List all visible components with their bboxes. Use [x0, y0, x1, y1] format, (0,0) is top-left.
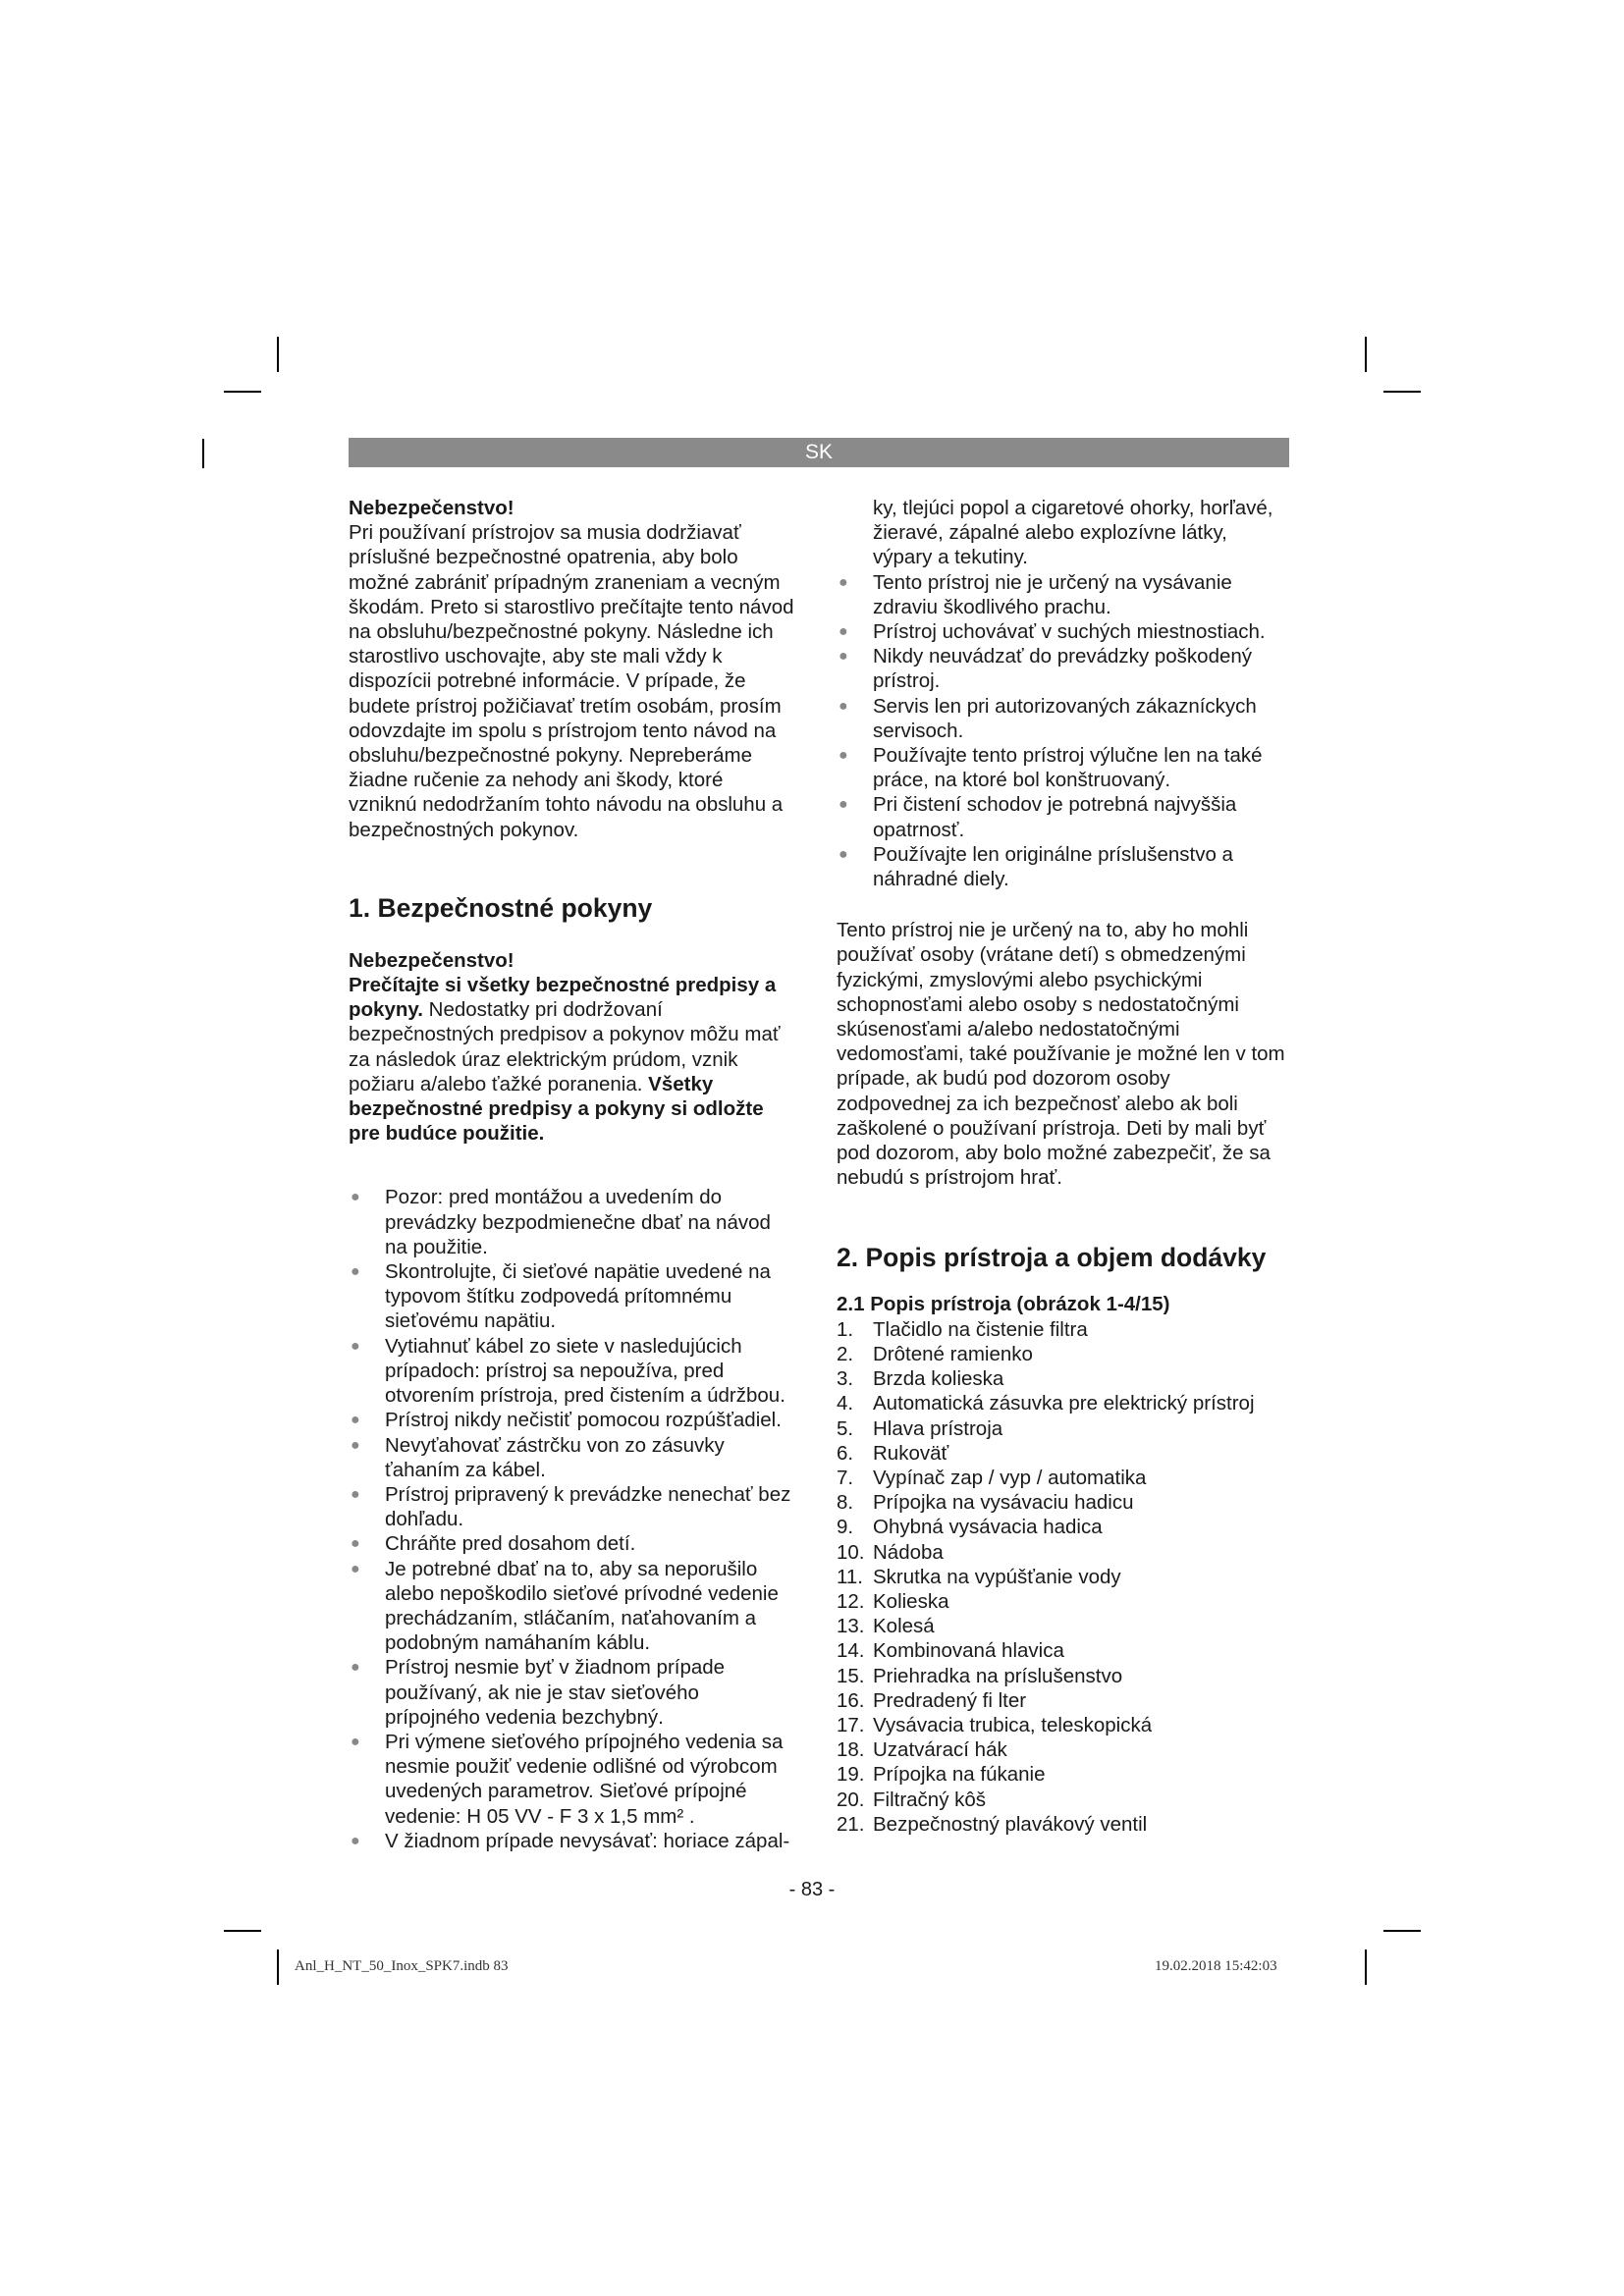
list-item: 6. Rukoväť — [837, 1441, 949, 1465]
list-item: 18. Uzatvárací hák — [837, 1738, 1007, 1762]
list-item: 4. Automatická zásuvka pre elektrický prístroj — [837, 1392, 1255, 1415]
list-item: ● Prístroj nesmie byť v žiadnom prípade používaný, ak nie je stav sieťového prípojného vedenia bezchybný. — [351, 1656, 726, 1729]
bullet-icon: ● — [839, 747, 848, 765]
safety-body: Nedostatky pri dodržovaní bezpečnostných predpisov a pokynov môžu mať za následok úraz elektrickým prúdom, vznik požiaru a/alebo ťažké poranenia. — [349, 998, 781, 1095]
list-item: ● V žiadnom prípade nevysávať: horiace zápal- — [351, 1829, 790, 1852]
safety-bold-lead: Prečítajte si všetky bezpečnostné predpisy a pokyny. — [349, 974, 777, 1022]
list-item: ● Používajte tento prístroj výlučne len na také práce, na ktoré bol konštruovaný. — [839, 744, 1263, 792]
list-item: 8. Prípojka na vysávaciu hadicu — [837, 1491, 1134, 1515]
list-item: ● Servis len pri autorizovaných zákazníckych servisoch. — [839, 694, 1257, 742]
list-item: ● Pri výmene sieťového prípojného vedenia sa nesmie použiť vedenie odlišné od výrobcom uvedených parametrov. Sieťové prípojné vedenie: H 05 VV - F 3 x 1,5 mm² . — [351, 1730, 784, 1828]
intro-paragraph: Pri používaní prístrojov sa musia dodržiavať príslušné bezpečnostné opatrenia, aby bolo možné zabrániť prípadným zraneniam a vecným škodám. Preto si starostlivo prečítajte tento návod na obsluhu/bezpečnostné pokyny. Následne ich starostlivo uschovajte, aby ste mali vždy k dispozícii potrebné informácie. V prípade, že budete prístroj požičiavať tretím osobám, prosím odovzdajte im spolu s prístrojom tento návod na obsluhu/bezpečnostné pokyny. Nepreberáme žiadne ručenie za nehody ani škody, ktoré vzniknú nedodržaním tohto návodu na obsluhu a bezpečnostných pokynov. — [349, 521, 794, 841]
language-label: SK — [804, 441, 833, 463]
section-1-title: 1. Bezpečnostné pokyny — [349, 892, 653, 923]
list-item: ● Prístroj nikdy nečistiť pomocou rozpúšťadiel. — [351, 1409, 782, 1432]
list-item: 21. Bezpečnostný plavákový ventil — [837, 1812, 1148, 1836]
bullet-icon: ● — [351, 1832, 360, 1849]
parts-list — [837, 1317, 1289, 1837]
danger-heading-2: Nebezpečenstvo! — [349, 948, 514, 972]
list-item: ● Skontrolujte, či sieťové napätie uvedené na typovom štítku zodpovedá prítomnému sieťovému napätiu. — [351, 1260, 771, 1333]
danger-heading: Nebezpečenstvo! — [349, 497, 514, 519]
list-item: 9. Ohybná vysávacia hadica — [837, 1516, 1103, 1539]
list-item: 20. Filtračný kôš — [837, 1788, 987, 1811]
crop-mark — [1365, 337, 1367, 372]
list-item: 13. Kolesá — [837, 1615, 935, 1638]
list-item: ● Pozor: pred montážou a uvedením do prevádzky bezpodmienečne dbať na návod na použitie. — [351, 1186, 771, 1258]
list-item: 7. Vypínač zap / vyp / automatika — [837, 1466, 1147, 1489]
right-bullet-list — [837, 570, 1289, 892]
safety-instructions-paragraph — [349, 973, 795, 1146]
list-item: ● Vytiahnuť kábel zo siete v nasledujúcich prípadoch: prístroj sa nepoužíva, pred otvorením prístroja, pred čistením a údržbou. — [351, 1334, 785, 1408]
language-header-bar — [349, 438, 1289, 467]
bullet-icon: ● — [351, 1535, 360, 1553]
bullet-icon: ● — [839, 845, 848, 863]
list-item: ● Chráňte pred dosahom detí. — [351, 1532, 636, 1556]
bullet-icon: ● — [351, 1189, 360, 1206]
list-item: ● Pri čistení schodov je potrebná najvyššia opatrnosť. — [839, 793, 1237, 841]
subsection-2-1-title: 2.1 Popis prístroja (obrázok 1-4/15) — [837, 1293, 1170, 1316]
crop-mark — [224, 391, 261, 393]
bullet-continuation: ky, tlejúci popol a cigaretové ohorky, horľavé, žieravé, zápalné alebo explozívne látky, výpary a tekutiny. — [873, 497, 1273, 569]
list-item: ● Prístroj uchovávať v suchých miestnostiach. — [839, 620, 1266, 644]
list-item: 15. Priehradka na príslušenstvo — [837, 1664, 1123, 1687]
list-item: ● Nikdy neuvádzať do prevádzky poškodený prístroj. — [839, 645, 1253, 693]
crop-mark — [277, 337, 279, 372]
bullet-icon: ● — [351, 1733, 360, 1750]
bullet-icon: ● — [351, 1659, 360, 1677]
crop-mark — [202, 439, 204, 468]
safety-bold-tail: Všetky bezpečnostné predpisy a pokyny si odložte pre budúce použitie. — [349, 1072, 764, 1146]
list-item: 14. Kombinovaná hlavica — [837, 1639, 1064, 1663]
list-item: 10. Nádoba — [837, 1540, 944, 1564]
list-item: 11. Skrutka na vypúšťanie vody — [837, 1565, 1121, 1588]
list-item: 1. Tlačidlo na čistenie filtra — [837, 1317, 1088, 1341]
children-usage-paragraph: Tento prístroj nie je určený na to, aby ho mohli používať osoby (vrátane detí) s obmedzenými fyzickými, zmyslovými alebo psychickými schopnosťami alebo osoby s nedostatočnými skúsenosťami a/alebo nedostatočnými vedomosťami, také používanie je možné len v tom prípade, ak budú pod dozorom osoby zodpovednej za ich bezpečnosť alebo ak boli zaškolené o používaní prístroja. Deti by mali byť pod dozorom, aby bolo možné zabezpečiť, že sa nebudú s prístrojom hrať. — [837, 919, 1285, 1190]
bullet-icon: ● — [839, 697, 848, 715]
bullet-icon: ● — [351, 1412, 360, 1429]
list-item: 3. Brzda kolieska — [837, 1367, 1004, 1391]
list-item: 12. Kolieska — [837, 1589, 949, 1613]
crop-mark — [1365, 1949, 1367, 1985]
bullet-icon: ● — [839, 573, 848, 591]
bullet-icon: ● — [839, 623, 848, 641]
bullet-icon: ● — [839, 796, 848, 814]
crop-mark — [277, 1949, 279, 1985]
bullet-icon: ● — [839, 648, 848, 666]
bullet-icon: ● — [351, 1436, 360, 1454]
section-2-title: 2. Popis prístroja a objem dodávky — [837, 1243, 1267, 1273]
list-item: ● Tento prístroj nie je určený na vysávanie zdraviu škodlivého prachu. — [839, 570, 1232, 618]
list-item: 5. Hlava prístroja — [837, 1416, 1003, 1440]
print-timestamp: 19.02.2018 15:42:03 — [1155, 1958, 1277, 1974]
right-column — [837, 496, 1289, 1837]
list-item: 17. Vysávacia trubica, teleskopická — [837, 1713, 1153, 1736]
crop-mark — [1383, 1930, 1421, 1932]
left-column — [349, 496, 795, 1853]
list-item: ● Používajte len originálne príslušenstvo a náhradné diely. — [839, 842, 1233, 891]
bullet-icon: ● — [351, 1263, 360, 1281]
list-item: ● Prístroj pripravený k prevádzke nenechať bez dohľadu. — [351, 1482, 791, 1531]
crop-mark — [1383, 391, 1421, 393]
safety-bullet-list — [349, 1185, 795, 1852]
list-item: 2. Drôtené ramienko — [837, 1342, 1033, 1365]
page-number: - 83 - — [788, 1879, 836, 1900]
list-item: ● Nevyťahovať zástrčku von zo zásuvky ťahaním za kábel. — [351, 1433, 725, 1481]
list-item: ● Je potrebné dbať na to, aby sa neporušilo alebo nepoškodilo sieťové prívodné vedenie prechádzaním, stláčaním, naťahovaním a podobným namáhaním káblu. — [351, 1557, 779, 1655]
list-item: 19. Prípojka na fúkanie — [837, 1763, 1046, 1787]
bullet-icon: ● — [351, 1337, 360, 1355]
bullet-icon: ● — [351, 1560, 360, 1577]
file-slug: Anl_H_NT_50_Inox_SPK7.indb 83 — [295, 1958, 509, 1974]
bullet-icon: ● — [351, 1485, 360, 1503]
crop-mark — [224, 1930, 261, 1932]
list-item: 16. Predradený fi lter — [837, 1688, 1027, 1712]
